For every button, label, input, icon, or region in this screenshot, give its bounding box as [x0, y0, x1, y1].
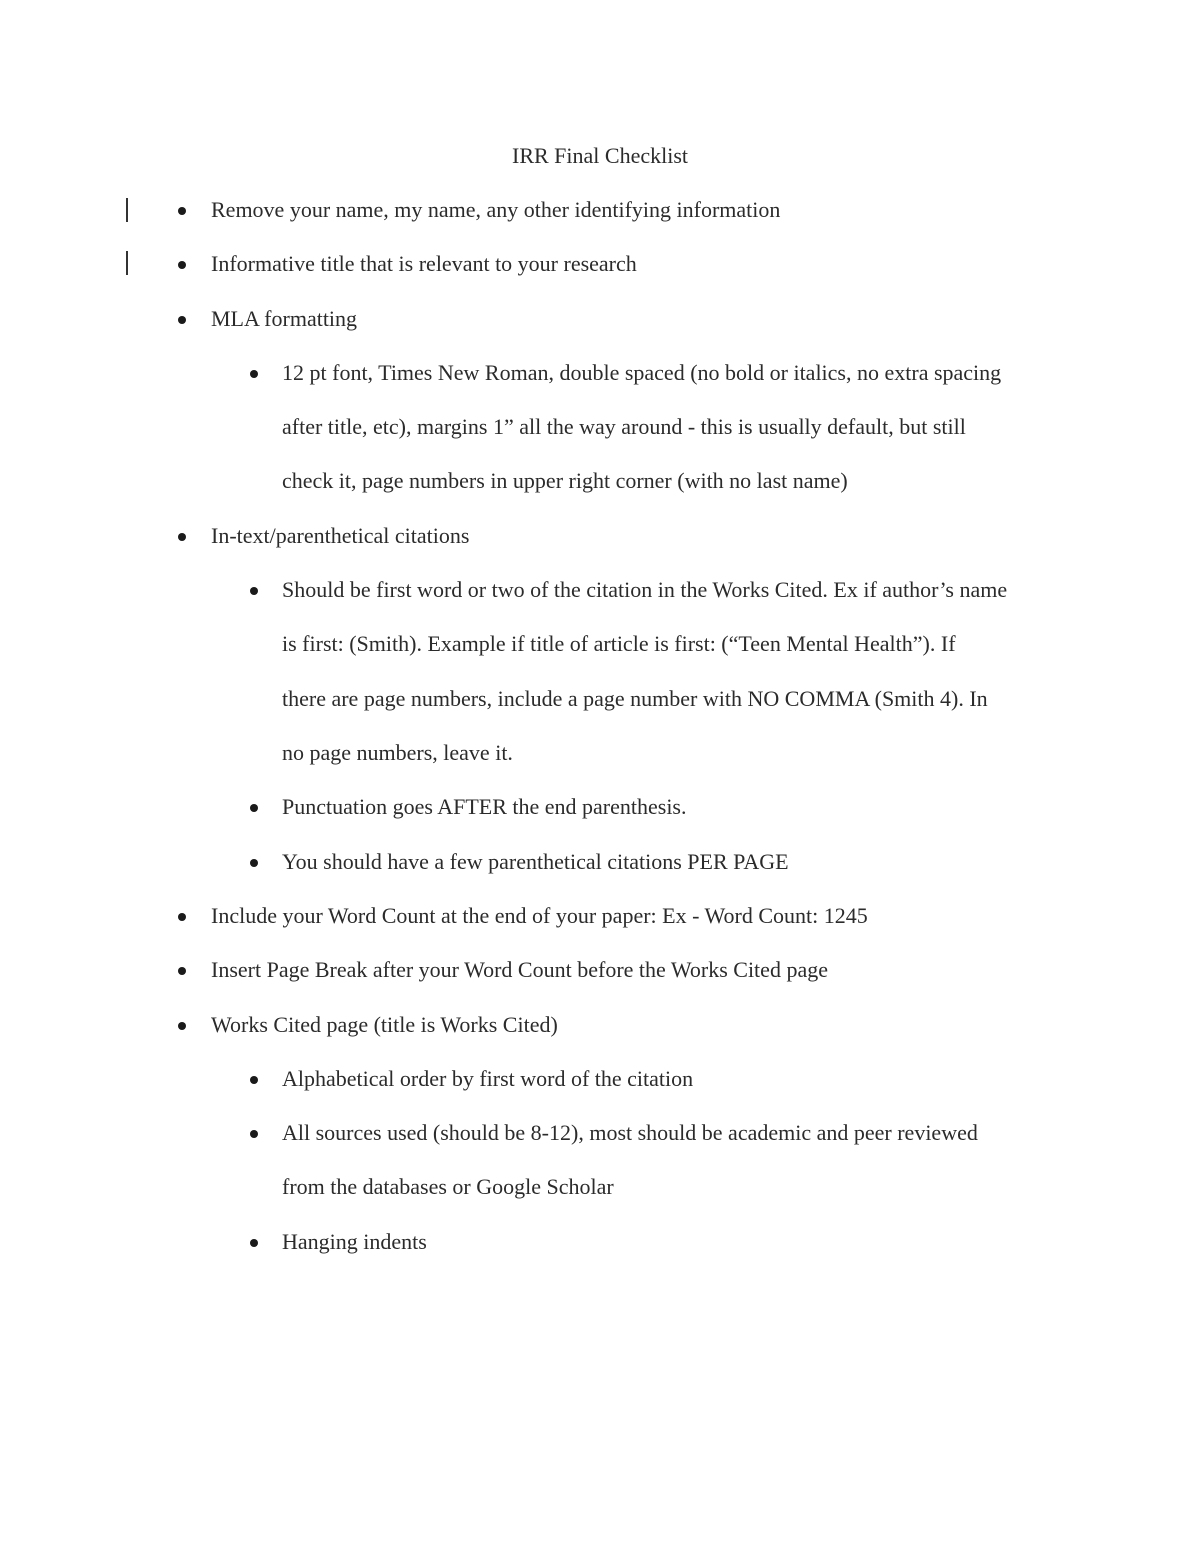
checklist-item-text — [282, 346, 1001, 509]
text-line: MLA formatting — [211, 305, 358, 331]
bullet-icon — [178, 207, 186, 215]
checklist-item-text — [211, 889, 868, 943]
text-line: All sources used (should be 8-12), most should be academic and peer reviewed — [282, 1120, 978, 1146]
text-line: is first: (Smith). Example if title of article is first: (“Teen Mental Health”). If — [282, 631, 956, 657]
bullet-icon — [250, 1130, 258, 1138]
text-line: Include your Word Count at the end of your paper: Ex - Word Count: 1245 — [211, 902, 868, 928]
text-line: check it, page numbers in upper right corner (with no last name) — [282, 468, 848, 494]
text-line: from the databases or Google Scholar — [282, 1174, 614, 1200]
bullet-icon — [178, 533, 186, 541]
checklist-item-text — [211, 183, 780, 237]
text-line: You should have a few parenthetical citations PER PAGE — [282, 848, 789, 874]
text-line: after title, etc), margins 1” all the way around - this is usually default, but still — [282, 414, 966, 440]
text-line: 12 pt font, Times New Roman, double spaced (no bold or italics, no extra spacing — [282, 359, 1002, 385]
checklist-item-text — [211, 998, 558, 1052]
text-line: Alphabetical order by first word of the citation — [282, 1065, 694, 1091]
bullet-icon — [178, 316, 186, 324]
bullet-icon — [178, 261, 186, 269]
text-line: Remove your name, my name, any other identifying information — [211, 197, 781, 222]
bullet-icon — [250, 1076, 258, 1084]
text-line: Informative title that is relevant to your research — [211, 251, 637, 277]
text-line: Hanging indents — [282, 1228, 427, 1254]
text-line: Punctuation goes AFTER the end parenthesis. — [282, 794, 687, 820]
change-bar-marker — [126, 198, 128, 222]
bullet-icon — [250, 587, 258, 595]
document-title: IRR Final Checklist — [512, 143, 688, 168]
checklist-item-text — [211, 237, 637, 291]
text-line: there are page numbers, include a page number with NO COMMA (Smith 4). In — [282, 685, 988, 711]
text-line: In-text/parenthetical citations — [211, 522, 470, 548]
text-line: Works Cited page (title is Works Cited) — [211, 1011, 558, 1037]
checklist-item-text — [282, 1106, 978, 1215]
change-bar-marker — [126, 251, 128, 275]
checklist-item-text — [282, 780, 687, 834]
bullet-icon — [178, 967, 186, 975]
bullet-icon — [250, 370, 258, 378]
text-line: Insert Page Break after your Word Count before the Works Cited page — [211, 957, 828, 983]
checklist-item-text — [211, 509, 469, 563]
bullet-icon — [250, 1239, 258, 1247]
checklist-item-text — [211, 292, 357, 346]
checklist-item-text — [282, 563, 1007, 780]
bullet-icon — [178, 913, 186, 921]
bullet-icon — [250, 859, 258, 867]
bullet-icon — [178, 1022, 186, 1030]
text-line: Should be first word or two of the citation in the Works Cited. Ex if author’s name — [282, 577, 1008, 603]
text-line: no page numbers, leave it. — [282, 739, 513, 765]
checklist-item-text — [282, 835, 789, 889]
checklist-item-text — [282, 1215, 427, 1269]
checklist-item-text — [282, 1052, 693, 1106]
bullet-icon — [250, 804, 258, 812]
checklist-item-text — [211, 943, 828, 997]
